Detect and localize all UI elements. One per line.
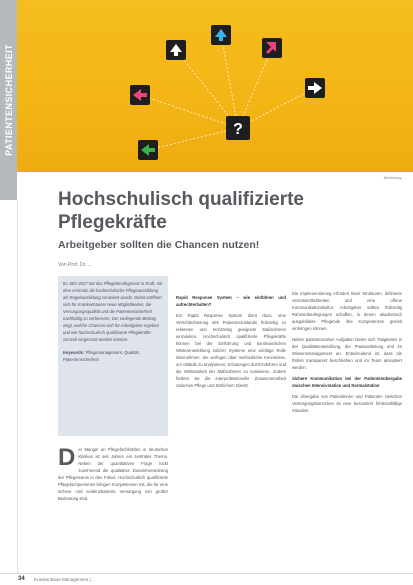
column-right-para-1: Die Implementierung erfordert klare Strukturen, definierte Verantwortlichkeiten und eine offene Kommunikationskultur. Arbeitgeber sollten frühzeitig Rahmenbedingungen schaffen, in denen akademisch ausgebildete Pflegende ihre Kompetenzen gezielt einbringen können. [292, 291, 402, 331]
section-label: PATIENTENSICHERHEIT [3, 44, 14, 156]
column-right-para-3: Die Übergabe von Patientinnen und Patienten zwischen Versorgungsbereichen ist eine besonders fehleranfällige Situation. [292, 394, 402, 413]
cube-question [226, 116, 250, 140]
column-right-heading: Sichere Kommunikation bei der Patientenübergabe zwischen Intensivstation und Normalstation [292, 376, 402, 388]
journal-name: Krankenhaus-Management | ... [34, 577, 96, 582]
article-title: Hochschulisch qualifizierte Pflegekräfte [58, 189, 304, 233]
page-footer [0, 573, 413, 585]
article-author: Von Prof. Dr. ... [58, 262, 92, 268]
keywords [63, 349, 163, 363]
article-subtitle: Arbeitgeber sollten die Chancen nutzen! [58, 239, 260, 251]
cube-up-white [166, 40, 186, 60]
cube-left-green [138, 140, 158, 160]
column-right [292, 290, 402, 418]
left-margin-line [17, 200, 18, 573]
column-middle-text: Ein Rapid Response System dient dazu, eine Verschlechterung des Patientenzustands frühzeitig zu erkennen und rechtzeitig geeignete Maßnahmen einzuleiten. Hochschulisch qualifizierte Pflegekräfte können bei der Einführung und kontinuierlichen Weiterentwicklung solcher Systeme eine wichtige Rolle übernehmen. Sie verfügen über methodische Kenntnisse, um Abläufe zu analysieren, Schulungen durchzuführen und die Wirksamkeit der Maßnahmen zu evaluieren. Zudem fördern sie die interprofessionelle Zusammenarbeit zwischen Pflege und ärztlichem Dienst. [176, 313, 286, 388]
cube-left-pink [130, 85, 150, 105]
column-left [58, 446, 168, 502]
cube-up-blue [211, 25, 231, 45]
column-right-para-2: Neben patientennahen Aufgaben bieten sich Tätigkeiten in der Qualitätsentwicklung, der Praxisanleitung und im Wissensmanagement an. Entscheidend ist, dass die Rollen transparent beschrieben und im Team akzeptiert werden. [292, 337, 402, 370]
keywords-label: Keywords: [63, 350, 85, 355]
cube-diag-pink [262, 38, 282, 58]
svg-text:?: ? [233, 121, 243, 138]
hero-image [0, 0, 413, 172]
cube-right-white [305, 78, 325, 98]
page-number: 34 [18, 576, 25, 582]
column-middle-heading: Rapid Response System – wie einführen und aufrechterhalten? [176, 295, 286, 307]
abstract-text: Im Jahr 2017 trat das Pflegeberufegesetz in Kraft, mit dem erstmals die hochschulische Pflegeausbildung als Regelausbildung verankert wurde. Damit eröffnen sich für Krankenhäuser neue Möglichkeiten, die Versorgungsqualität und die Patientensicherheit nachhaltig zu verbessern. Der vorliegende Beitrag zeigt, welche Chancen sich für Arbeitgeber ergeben und wie hochschulisch qualifizierte Pflegekräfte sinnvoll eingesetzt werden können. [63, 281, 163, 342]
image-credit: Abbildung: ... [383, 175, 407, 180]
dropcap: D [58, 444, 76, 471]
column-middle [176, 290, 286, 393]
abstract-box [58, 276, 168, 436]
keywords-list: Pflegemanagement, Qualität, Patientensicherheit [63, 350, 140, 362]
column-left-text: er Mangel an Pflegefachkräften in deutschen Kliniken ist seit Jahren ein zentrales Thema. Neben der quantitativen Frage rückt zunehmend die qualitative Zusammensetzung der Pflegeteams in den Fokus. Hochschulisch qualifizierte Pflegefachpersonen bringen Kompetenzen mit, die für eine sichere und evidenzbasierte Versorgung von großer Bedeutung sind. [58, 447, 168, 501]
arrow-cubes-illustration [0, 0, 413, 172]
section-tab [0, 0, 17, 200]
